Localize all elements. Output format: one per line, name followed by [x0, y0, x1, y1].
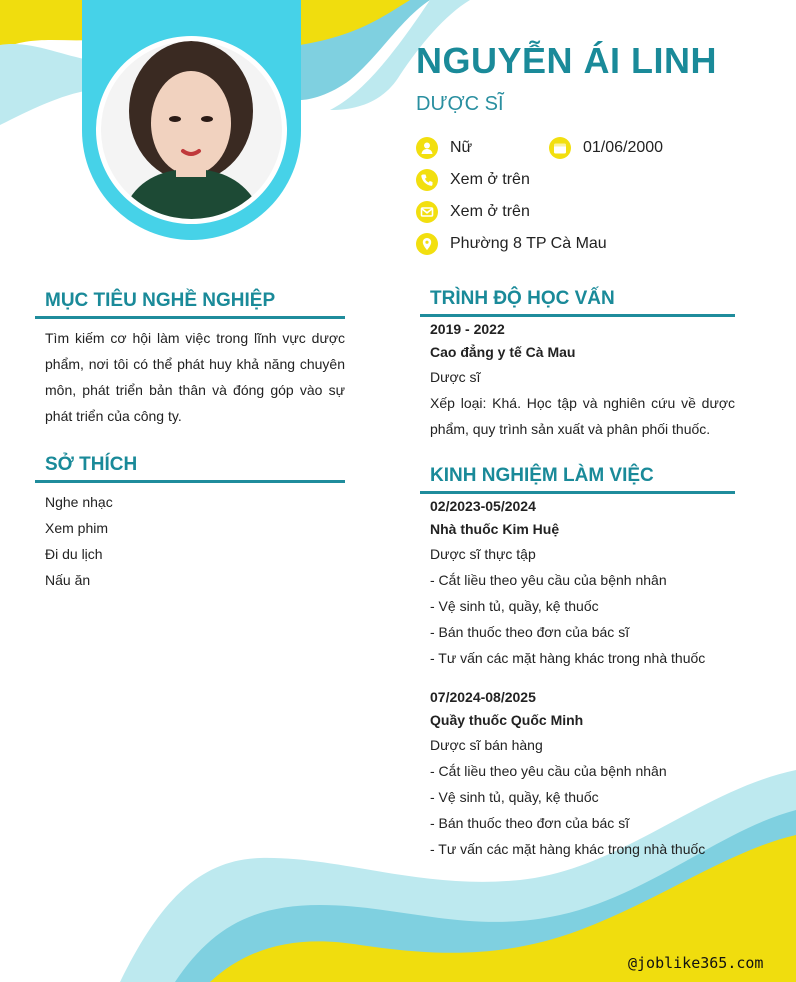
hobby-item: Xem phim [45, 520, 109, 536]
hobbies-heading: SỞ THÍCH [45, 454, 138, 475]
job-task: - Vệ sinh tủ, quầy, kệ thuốc [430, 789, 599, 805]
gender-row [416, 137, 472, 159]
education-major: Dược sĩ [430, 369, 481, 385]
birthdate-value: 01/06/2000 [583, 139, 664, 156]
birthdate-row [549, 137, 663, 159]
education-period: 2019 - 2022 [430, 321, 505, 337]
address-value: Phường 8 TP Cà Mau [450, 235, 607, 252]
objective-rule [35, 316, 345, 319]
hobby-item: Nghe nhạc [45, 494, 113, 510]
email-value: Xem ở trên [450, 203, 530, 220]
job-company: Nhà thuốc Kim Huệ [430, 521, 560, 537]
job-task: - Tư vấn các mặt hàng khác trong nhà thuốc [430, 650, 706, 666]
hobbies-rule [35, 480, 345, 483]
gender-value: Nữ [450, 139, 473, 156]
hobby-item: Nấu ăn [45, 572, 91, 588]
objective-text: Tìm kiếm cơ hội làm việc trong lĩnh vực dược phẩm, nơi tôi có thể phát huy khả năng chuyên môn, phát triển bản thân và đóng góp vào sự phát triển của công ty. [45, 330, 345, 424]
job-task: - Bán thuốc theo đơn của bác sĩ [430, 815, 630, 831]
phone-icon [416, 169, 438, 191]
phone-row [416, 169, 530, 191]
job-title: DƯỢC SĨ [416, 93, 504, 115]
job-company: Quầy thuốc Quốc Minh [430, 712, 584, 728]
education-heading: TRÌNH ĐỘ HỌC VẤN [430, 288, 615, 309]
profile-photo [96, 36, 287, 224]
phone-value: Xem ở trên [450, 171, 530, 188]
calendar-icon [549, 137, 571, 159]
job-period: 02/2023-05/2024 [430, 498, 536, 514]
hobby-item: Đi du lịch [45, 546, 103, 562]
candidate-name: NGUYỄN ÁI LINH [416, 40, 718, 81]
mail-icon [416, 201, 438, 223]
email-row [416, 201, 530, 223]
job-task: - Cắt liều theo yêu cầu của bệnh nhân [430, 763, 667, 779]
person-icon [416, 137, 438, 159]
job-role: Dược sĩ bán hàng [430, 737, 543, 753]
job-period: 07/2024-08/2025 [430, 689, 536, 705]
location-pin-icon [416, 233, 438, 255]
education-desc: Xếp loại: Khá. Học tập và nghiên cứu về dược phẩm, quy trình sản xuất và phân phối thuốc. [430, 395, 735, 437]
job-task: - Vệ sinh tủ, quầy, kệ thuốc [430, 598, 599, 614]
job-task: - Bán thuốc theo đơn của bác sĩ [430, 624, 630, 640]
job-task: - Cắt liều theo yêu cầu của bệnh nhân [430, 572, 667, 588]
job-role: Dược sĩ thực tập [430, 546, 536, 562]
job-task: - Tư vấn các mặt hàng khác trong nhà thuốc [430, 841, 706, 857]
footer-site: @joblike365.com [628, 954, 764, 972]
education-school: Cao đẳng y tế Cà Mau [430, 344, 576, 360]
objective-heading: MỤC TIÊU NGHỀ NGHIỆP [45, 290, 276, 311]
address-row [416, 233, 607, 255]
experience-heading: KINH NGHIỆM LÀM VIỆC [430, 465, 654, 486]
